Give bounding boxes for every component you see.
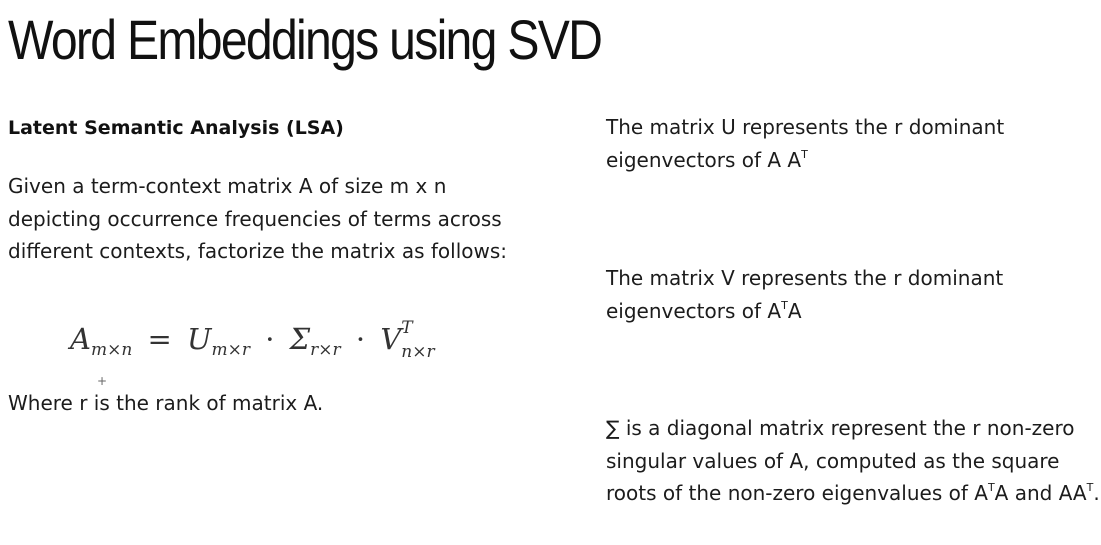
formula-v-sup: T: [401, 318, 413, 338]
formula-a: A: [70, 322, 91, 356]
slide-title: Word Embeddings using SVD: [8, 8, 602, 71]
formula-a-sub: m×n: [90, 340, 133, 360]
cursor-mark: +: [97, 374, 108, 388]
v-text-a: The matrix V represents the r dominant eigenvectors of A: [606, 266, 1004, 323]
u-sup: T: [801, 147, 808, 161]
v-text-b: A: [787, 298, 802, 323]
formula-sigma: Σ: [289, 322, 311, 356]
u-explanation: [606, 111, 1101, 176]
sigma-sup-1: T: [987, 481, 995, 494]
sigma-text-c: .: [1093, 481, 1100, 505]
formula-dot-1: ·: [265, 322, 275, 356]
v-explanation: [606, 262, 1101, 327]
u-text: The matrix U represents the r dominant eigenvectors of A A: [606, 115, 1005, 172]
formula-sigma-sub: r×r: [310, 340, 341, 360]
formula-u: U: [187, 322, 212, 356]
v-sup: T: [781, 298, 788, 312]
sigma-text-a: ∑ is a diagonal matrix represent the r non-zero singular values of A, computed as the square roots of the non-zero eigenvalues of A: [606, 416, 1075, 505]
formula-v: V: [380, 322, 402, 356]
formula-v-sub: n×r: [401, 342, 435, 362]
svd-formula: [70, 318, 435, 362]
sigma-text-b: A and AA: [994, 481, 1087, 505]
sigma-sup-2: T: [1086, 481, 1094, 494]
section-heading: Latent Semantic Analysis (LSA): [8, 117, 344, 139]
formula-equals: =: [147, 322, 172, 356]
rank-note: Where r is the rank of matrix A.: [8, 391, 324, 415]
description-paragraph: Given a term-context matrix A of size m x n depicting occurrence frequencies of terms across different contexts, factorize the matrix as follows:: [8, 174, 508, 263]
formula-dot-2: ·: [355, 322, 366, 356]
sigma-explanation: [606, 412, 1101, 510]
formula-u-sub: m×r: [211, 340, 250, 360]
